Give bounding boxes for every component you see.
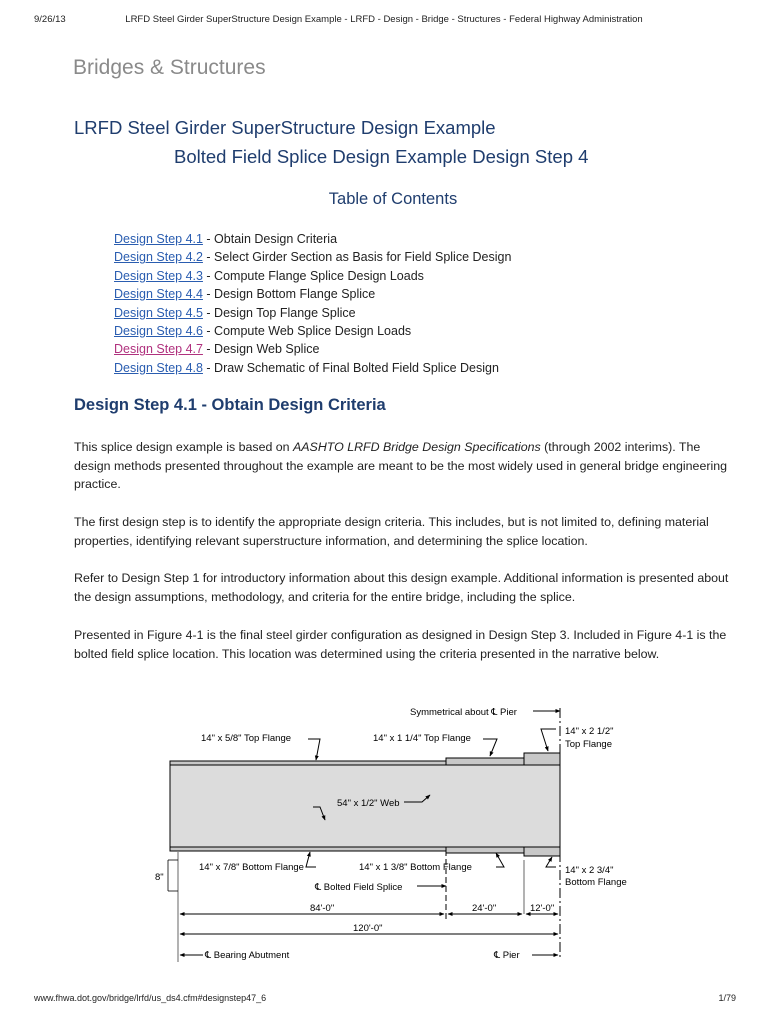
toc-item: Design Step 4.7 - Design Web Splice bbox=[114, 342, 320, 357]
toc-item: Design Step 4.5 - Design Top Flange Splice bbox=[114, 305, 356, 320]
toc-item: Design Step 4.3 - Compute Flange Splice Design Loads bbox=[114, 268, 424, 283]
print-date: 9/26/13 bbox=[34, 14, 66, 25]
site-title[interactable]: Bridges & Structures bbox=[73, 56, 266, 79]
label-dim-120ft: 120'-0" bbox=[353, 923, 383, 934]
toc-item: Design Step 4.8 - Draw Schematic of Final Bolted Field Splice Design bbox=[114, 360, 499, 375]
toc-link-4-6[interactable]: Design Step 4.6 bbox=[114, 324, 203, 339]
toc-item: Design Step 4.2 - Select Girder Section as Basis for Field Splice Design bbox=[114, 250, 512, 265]
paragraph-1: This splice design example is based on AASHTO LRFD Bridge Design Specifications (through 2002 interims). The design methods presented throughout the example are meant to be the most widely used in general bridge engineering practice. bbox=[74, 440, 727, 491]
label-dim-8in: 8" bbox=[155, 872, 164, 883]
toc-link-4-7[interactable]: Design Step 4.7 bbox=[114, 342, 203, 357]
toc-link-4-1[interactable]: Design Step 4.1 bbox=[114, 232, 203, 246]
toc-title: Table of Contents bbox=[328, 190, 458, 208]
toc-link-4-2[interactable]: Design Step 4.2 bbox=[114, 250, 203, 265]
label-bottom-flange-3a: 14" x 2 3/4" bbox=[565, 865, 614, 876]
page-subtitle: Bolted Field Splice Design Example Design Step 4 bbox=[174, 146, 589, 167]
label-bottom-flange-1: 14" x 7/8" Bottom Flange bbox=[199, 862, 304, 873]
bottom-flange-3-shape bbox=[524, 847, 560, 856]
toc-item: Design Step 4.6 - Compute Web Splice Design Loads bbox=[114, 324, 412, 339]
label-bearing-abutment: ℄ Bearing Abutment bbox=[205, 950, 290, 961]
label-top-flange-1: 14" x 5/8" Top Flange bbox=[201, 733, 292, 744]
page-title: LRFD Steel Girder SuperStructure Design Example bbox=[74, 117, 496, 138]
label-bottom-flange-2: 14" x 1 3/8" Bottom Flange bbox=[359, 862, 472, 873]
section-heading: Design Step 4.1 - Obtain Design Criteria bbox=[74, 396, 386, 414]
label-top-flange-3b: Top Flange bbox=[565, 739, 613, 750]
top-flange-3-shape bbox=[524, 753, 560, 765]
label-top-flange-3a: 14" x 2 1/2" bbox=[565, 726, 614, 737]
label-dim-84ft: 84'-0" bbox=[310, 903, 335, 914]
bottom-flange-2-shape bbox=[446, 847, 524, 853]
bottom-flange-1-shape bbox=[170, 847, 446, 851]
label-symmetrical: Symmetrical about ℄ Pier bbox=[410, 707, 517, 718]
toc-link-4-5[interactable]: Design Step 4.5 bbox=[114, 305, 203, 320]
label-dim-12ft: 12'-0" bbox=[530, 903, 555, 914]
print-page-number: 1/79 bbox=[718, 993, 736, 1003]
toc-link-4-3[interactable]: Design Step 4.3 bbox=[114, 268, 203, 283]
print-url: www.fhwa.dot.gov/bridge/lrfd/us_ds4.cfm#designstep47_6 bbox=[34, 993, 267, 1003]
toc-item: Design Step 4.1 - Obtain Design Criteria bbox=[114, 232, 338, 246]
paragraph-4: Presented in Figure 4-1 is the final steel girder configuration as designed in Design Step 3. Included in Figure 4-1 is the bolted field splice location. This location was determined using the criteria presented in the narrative below. bbox=[74, 628, 727, 661]
label-field-splice: ℄ Bolted Field Splice bbox=[315, 882, 403, 893]
top-flange-1-shape bbox=[170, 761, 446, 765]
table-of-contents bbox=[114, 230, 511, 377]
label-top-flange-2: 14" x 1 1/4" Top Flange bbox=[373, 733, 471, 744]
top-flange-2-shape bbox=[446, 758, 524, 765]
paragraph-3: Refer to Design Step 1 for introductory information about this design example. Additional information is presented about the design assumptions, methodology, and criteria for the entire bridge, including the splice. bbox=[74, 571, 729, 604]
toc-item: Design Step 4.4 - Design Bottom Flange Splice bbox=[114, 287, 376, 302]
toc-link-4-4[interactable]: Design Step 4.4 bbox=[114, 287, 203, 302]
paragraph-2: The first design step is to identify the appropriate design criteria. This includes, but is not limited to, defining material properties, identifying relevant superstructure information, and determining the splice location. bbox=[74, 515, 709, 548]
print-page-title: LRFD Steel Girder SuperStructure Design Example - LRFD - Design - Bridge - Structures - Federal Highway Administration bbox=[125, 14, 643, 25]
label-web: 54" x 1/2" Web bbox=[337, 798, 400, 809]
girder-elevation-figure bbox=[0, 700, 768, 970]
label-dim-24ft: 24'-0" bbox=[472, 903, 497, 914]
label-pier: ℄ Pier bbox=[494, 950, 520, 961]
toc-link-4-8[interactable]: Design Step 4.8 bbox=[114, 360, 203, 375]
label-bottom-flange-3b: Bottom Flange bbox=[565, 877, 627, 888]
